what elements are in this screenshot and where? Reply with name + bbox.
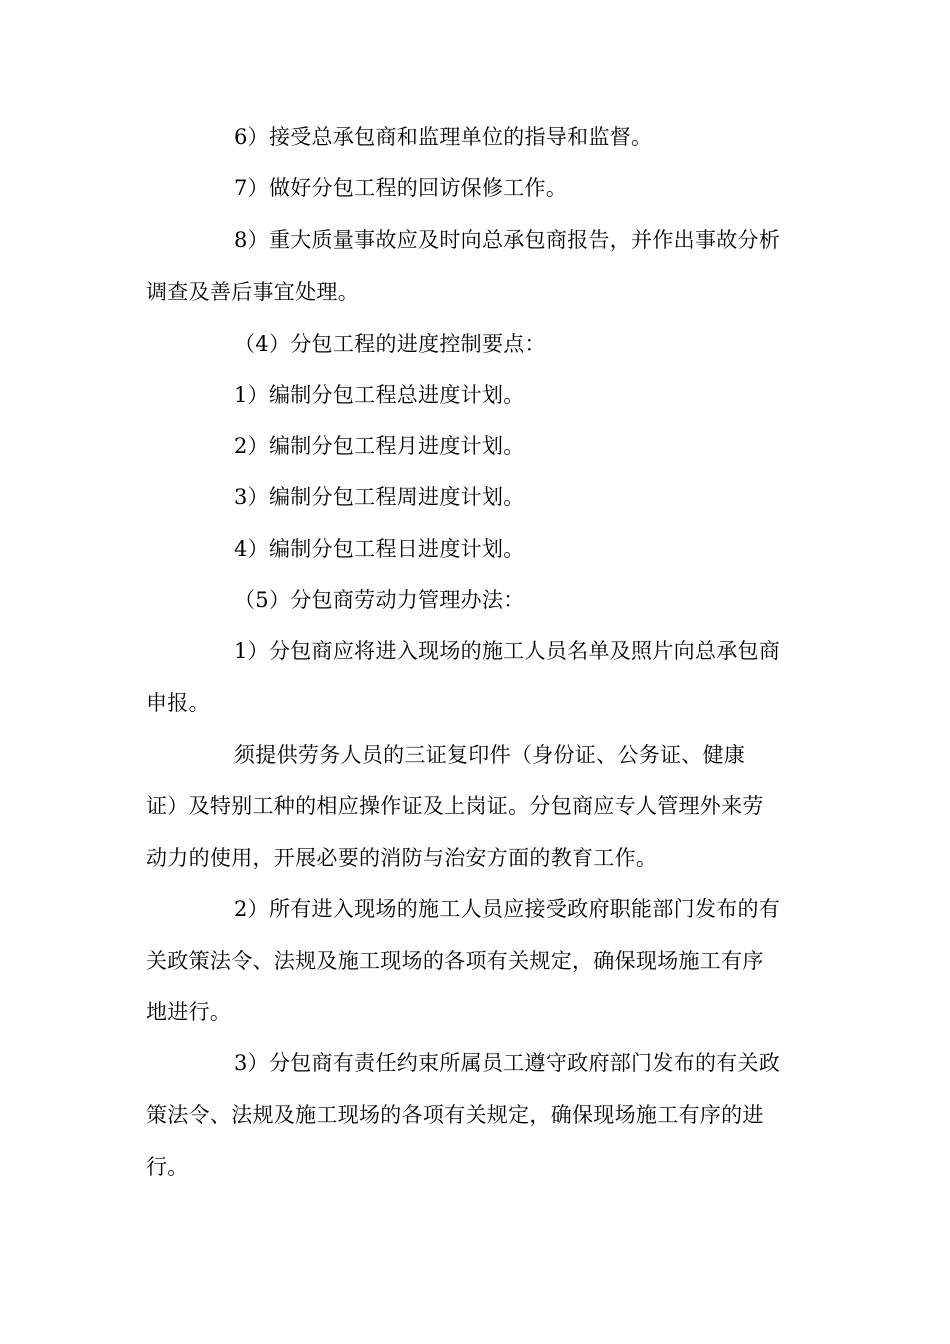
list-item: 4）编制分包工程日进度计划。 <box>234 537 525 561</box>
list-item: 1）编制分包工程总进度计划。 <box>234 383 525 407</box>
paragraph-line: 6）接受总承包商和监理单位的指导和监督。 <box>234 125 653 149</box>
paragraph-line: 2）所有进入现场的施工人员应接受政府职能部门发布的有 <box>234 897 781 921</box>
paragraph-line: 关政策法令、法规及施工现场的各项有关规定，确保现场施工有序 <box>146 949 764 973</box>
paragraph-line: 证）及特别工种的相应操作证及上岗证。分包商应专人管理外来劳 <box>146 794 764 818</box>
section-heading: （4）分包工程的进度控制要点： <box>234 332 546 356</box>
paragraph-line: 申报。 <box>146 691 210 715</box>
section-heading: （5）分包商劳动力管理办法： <box>234 588 525 612</box>
paragraph-line: 行。 <box>146 1155 189 1179</box>
paragraph-line: 策法令、法规及施工现场的各项有关规定，确保现场施工有序的进 <box>146 1103 764 1127</box>
paragraph-line: 动力的使用，开展必要的消防与治安方面的教育工作。 <box>146 846 658 870</box>
paragraph-line: 3）分包商有责任约束所属员工遵守政府部门发布的有关政 <box>234 1051 781 1075</box>
paragraph-line: 须提供劳务人员的三证复印件（身份证、公务证、健康 <box>234 743 746 767</box>
paragraph-line: 8）重大质量事故应及时向总承包商报告，并作出事故分析 <box>234 228 781 252</box>
list-item: 3）编制分包工程周进度计划。 <box>234 485 525 509</box>
paragraph-line: 调查及善后事宜处理。 <box>146 280 359 304</box>
paragraph-line: 地进行。 <box>146 1000 232 1024</box>
list-item: 2）编制分包工程月进度计划。 <box>234 434 525 458</box>
paragraph-line: 1）分包商应将进入现场的施工人员名单及照片向总承包商 <box>234 639 781 663</box>
paragraph-line: 7）做好分包工程的回访保修工作。 <box>234 176 568 200</box>
